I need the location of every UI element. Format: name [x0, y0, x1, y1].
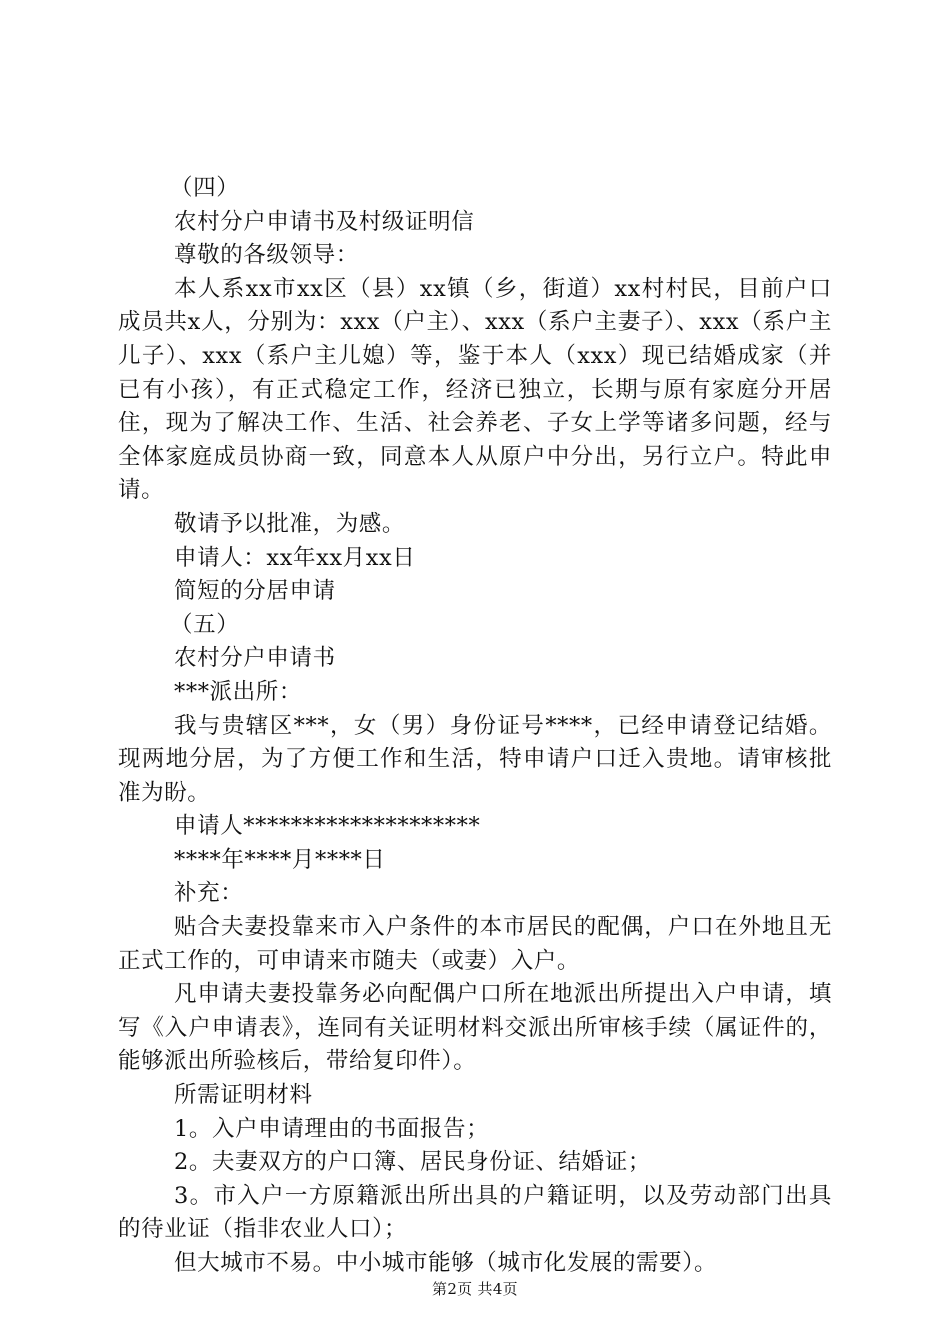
document-body: [118, 172, 832, 1281]
supplement-heading: 补充：: [174, 880, 244, 907]
marriage-application-paragraph: 我与贵辖区***，女（男）身份证号****，已经申请登记结婚。现两地分居，为了方便工作和生活，特申请户口迁入贵地。请审核批准为盼。: [118, 712, 832, 806]
section-number-4: （四）: [170, 175, 240, 201]
section-title-short-separation: 简短的分居申请: [174, 578, 336, 605]
section-title-rural-household-application: 农村分户申请书: [174, 645, 336, 672]
required-material-item-3: 3。市入户一方原籍派出所出具的户籍证明，以及劳动部门出具的待业证（指非农业人口）；: [118, 1182, 832, 1243]
section-number-5: （五）: [170, 611, 240, 638]
applicant-signature-line: 申请人********************: [174, 813, 481, 840]
required-material-item-1: 1。入户申请理由的书面报告；: [174, 1115, 490, 1142]
salutation-leaders: 尊敬的各级领导：: [174, 242, 359, 269]
required-material-item-2: 2。夫妻双方的户口簿、居民身份证、结婚证；: [174, 1149, 651, 1176]
closing-request: 敬请予以批准，为感。: [174, 510, 406, 537]
application-procedure-paragraph: 凡申请夫妻投靠务必向配偶户口所在地派出所提出入户申请，填写《入户申请表》，连同有关证明材料交派出所审核手续（属证件的，能够派出所验核后，带给复印件）。: [118, 981, 832, 1075]
spouse-eligibility-paragraph: 贴合夫妻投靠来市入户条件的本市居民的配偶，户口在外地且无正式工作的，可申请来市随夫（或妻）入户。: [118, 914, 832, 974]
application-paragraph: 本人系xx市xx区（县）xx镇（乡，街道）xx村村民，目前户口成员共x人，分别为：xxx（户主）、xxx（系户主妻子）、xxx（系户主儿子）、xxx（系户主儿媳）等，鉴于本人（xxx）现已结婚成家（并已有小孩），有正式稳定工作，经济已独立，长期与原有家庭分开居住，现为了解决工作、生活、社会养老、子女上学等诸多问题，经与全体家庭成员协商一致，同意本人从原户中分出，另行立户。特此申请。: [118, 275, 832, 504]
closing-remark: 但大城市不易。中小城市能够（城市化发展的需要）。: [174, 1250, 718, 1276]
applicant-date-line: 申请人：xx年xx月xx日: [174, 544, 416, 571]
date-placeholder-line: ****年****月****日: [174, 846, 386, 873]
page-number-footer: 第2页 共4页: [432, 1280, 518, 1298]
required-materials-heading: 所需证明材料: [174, 1082, 313, 1109]
section-title-rural-household-separation-and-village-certificate: 农村分户申请书及村级证明信: [174, 208, 475, 235]
salutation-police-station: ***派出所：: [174, 678, 302, 705]
